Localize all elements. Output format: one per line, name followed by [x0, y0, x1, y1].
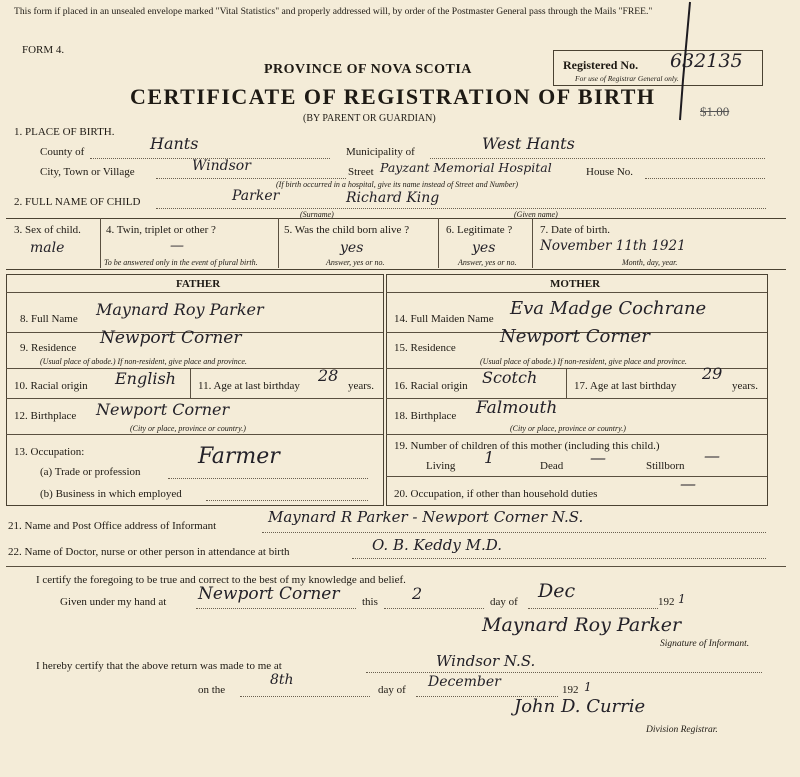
- surname-caption: (Surname): [300, 210, 334, 219]
- registrar-day-of-label: day of: [378, 684, 406, 696]
- informant-value: Maynard R Parker - Newport Corner N.S.: [268, 508, 584, 526]
- registrar-year: 1: [584, 680, 592, 694]
- municipality-value: West Hants: [482, 134, 575, 153]
- mother-occupation-value: —: [680, 474, 696, 493]
- mother-residence-value: Newport Corner: [500, 326, 650, 347]
- given-name-caption: (Given name): [514, 210, 558, 219]
- mother-residence-note: (Usual place of abode.) If non-resident, give place and province.: [480, 357, 687, 366]
- trade-value: Farmer: [198, 444, 280, 469]
- father-age-years: years.: [348, 380, 374, 392]
- registered-number: 632135: [670, 50, 743, 72]
- registrar-signature: John D. Currie: [514, 696, 646, 717]
- father-birthplace-label: 12. Birthplace: [14, 410, 77, 422]
- street-label: Street: [348, 166, 374, 178]
- street-value: Payzant Memorial Hospital: [380, 160, 552, 175]
- informant-signature-caption: Signature of Informant.: [660, 639, 750, 649]
- day-of-label: day of: [490, 596, 518, 608]
- child-name-label: 2. FULL NAME OF CHILD: [14, 196, 141, 208]
- given-at-value: Newport Corner: [198, 584, 340, 604]
- mother-race-value: Scotch: [482, 368, 538, 387]
- informant-label: 21. Name and Post Office address of Informant: [8, 520, 217, 532]
- house-number-label: House No.: [586, 166, 634, 178]
- certify-day: 2: [412, 584, 423, 603]
- father-residence-note: (Usual place of abode.) If non-resident, give place and province.: [40, 357, 247, 366]
- twin-label: 4. Twin, triplet or other ?: [106, 224, 216, 236]
- form-number: FORM 4.: [22, 44, 65, 56]
- registered-label: Registered No.: [563, 58, 639, 72]
- pen-stroke-mark: [650, 0, 710, 125]
- municipality-label: Municipality of: [346, 146, 415, 158]
- mother-header: MOTHER: [550, 278, 601, 290]
- mother-name-label: 14. Full Maiden Name: [394, 313, 494, 325]
- hospital-note: (If birth occurred in a hospital, give its name instead of Street and Number): [276, 180, 519, 189]
- living-label: Living: [426, 460, 456, 472]
- legitimate-note: Answer, yes or no.: [458, 258, 517, 267]
- child-surname: Parker: [232, 188, 280, 204]
- father-header: FATHER: [176, 278, 221, 290]
- mother-birthplace-label: 18. Birthplace: [394, 410, 457, 422]
- city-value: Windsor: [192, 158, 251, 174]
- father-birthplace-note: (City or place, province or country.): [130, 424, 246, 433]
- mother-name-value: Eva Madge Cochrane: [510, 298, 707, 319]
- child-given-name: Richard King: [346, 190, 440, 206]
- registrar-place: Windsor N.S.: [436, 652, 536, 670]
- informant-signature: Maynard Roy Parker: [482, 614, 682, 636]
- fee-amount: $1.00: [700, 104, 730, 119]
- born-alive-label: 5. Was the child born alive ?: [284, 224, 410, 236]
- legitimate-value: yes: [472, 240, 496, 256]
- registrar-general-note: For use of Registrar General only.: [575, 74, 679, 83]
- certify-year: 1: [678, 592, 686, 606]
- mother-age-value: 29: [702, 364, 723, 383]
- born-alive-note: Answer, yes or no.: [326, 258, 385, 267]
- doctor-value: O. B. Keddy M.D.: [372, 536, 503, 554]
- registrar-statement: I hereby certify that the above return was made to me at: [36, 660, 282, 672]
- father-name-label: 8. Full Name: [20, 313, 78, 325]
- sex-label: 3. Sex of child.: [14, 224, 81, 236]
- county-label: County of: [40, 146, 85, 158]
- registrar-year-prefix: 192: [562, 684, 579, 696]
- sex-value: male: [30, 240, 65, 256]
- this-label: this: [362, 596, 378, 608]
- certify-statement: I certify the foregoing to be true and correct to the best of my knowledge and belief.: [36, 574, 406, 586]
- mother-birthplace-note: (City or place, province or country.): [510, 424, 626, 433]
- father-birthplace-value: Newport Corner: [96, 400, 230, 419]
- father-race-label: 10. Racial origin: [14, 380, 88, 392]
- certificate-subtitle: (BY PARENT OR GUARDIAN): [303, 113, 436, 124]
- born-alive-value: yes: [340, 240, 364, 256]
- doctor-label: 22. Name of Doctor, nurse or other person in attendance at birth: [8, 546, 290, 558]
- father-occupation-label: 13. Occupation:: [14, 446, 85, 458]
- father-residence-value: Newport Corner: [100, 328, 242, 348]
- birth-date-note: Month, day, year.: [622, 258, 678, 267]
- trade-label: (a) Trade or profession: [40, 466, 141, 478]
- certify-month: Dec: [538, 580, 576, 602]
- place-section-label: 1. PLACE OF BIRTH.: [14, 126, 115, 138]
- county-value: Hants: [150, 134, 199, 153]
- postal-notice: This form if placed in an unsealed envelope marked "Vital Statistics" and properly addressed will, by order of the Postmaster General pass through the Mails "FREE.": [14, 6, 653, 17]
- father-age-label: 11. Age at last birthday: [198, 380, 300, 392]
- birth-date-label: 7. Date of birth.: [540, 224, 610, 236]
- registrar-caption: Division Registrar.: [646, 725, 718, 735]
- certificate-title: CERTIFICATE OF REGISTRATION OF BIRTH: [130, 84, 656, 109]
- mother-race-label: 16. Racial origin: [394, 380, 468, 392]
- city-label: City, Town or Village: [40, 166, 135, 178]
- mother-birthplace-value: Falmouth: [476, 398, 558, 418]
- living-value: 1: [484, 448, 495, 467]
- father-race-value: English: [115, 369, 176, 388]
- twin-note: To be answered only in the event of plural birth.: [104, 258, 258, 267]
- father-name-value: Maynard Roy Parker: [96, 300, 264, 319]
- business-label: (b) Business in which employed: [40, 488, 182, 500]
- registrar-day: 8th: [270, 672, 294, 688]
- mother-age-label: 17. Age at last birthday: [574, 380, 677, 392]
- dead-label: Dead: [540, 460, 564, 472]
- province-heading: PROVINCE OF NOVA SCOTIA: [264, 62, 472, 77]
- mother-occupation-label: 20. Occupation, if other than household duties: [394, 488, 598, 500]
- dead-value: —: [590, 448, 606, 467]
- father-age-value: 28: [318, 366, 339, 385]
- children-count-label: 19. Number of children of this mother (including this child.): [394, 440, 660, 452]
- registrar-month: December: [428, 674, 501, 690]
- twin-value: —: [170, 238, 184, 254]
- mother-age-years: years.: [732, 380, 758, 392]
- birth-date-value: November 11th 1921: [540, 238, 686, 254]
- on-the-label: on the: [198, 684, 226, 696]
- given-at-label: Given under my hand at: [60, 596, 167, 608]
- stillborn-label: Stillborn: [646, 460, 685, 472]
- mother-residence-label: 15. Residence: [394, 342, 456, 354]
- father-residence-label: 9. Residence: [20, 342, 77, 354]
- certify-year-prefix: 192: [658, 596, 675, 608]
- legitimate-label: 6. Legitimate ?: [446, 224, 513, 236]
- stillborn-value: —: [704, 446, 720, 465]
